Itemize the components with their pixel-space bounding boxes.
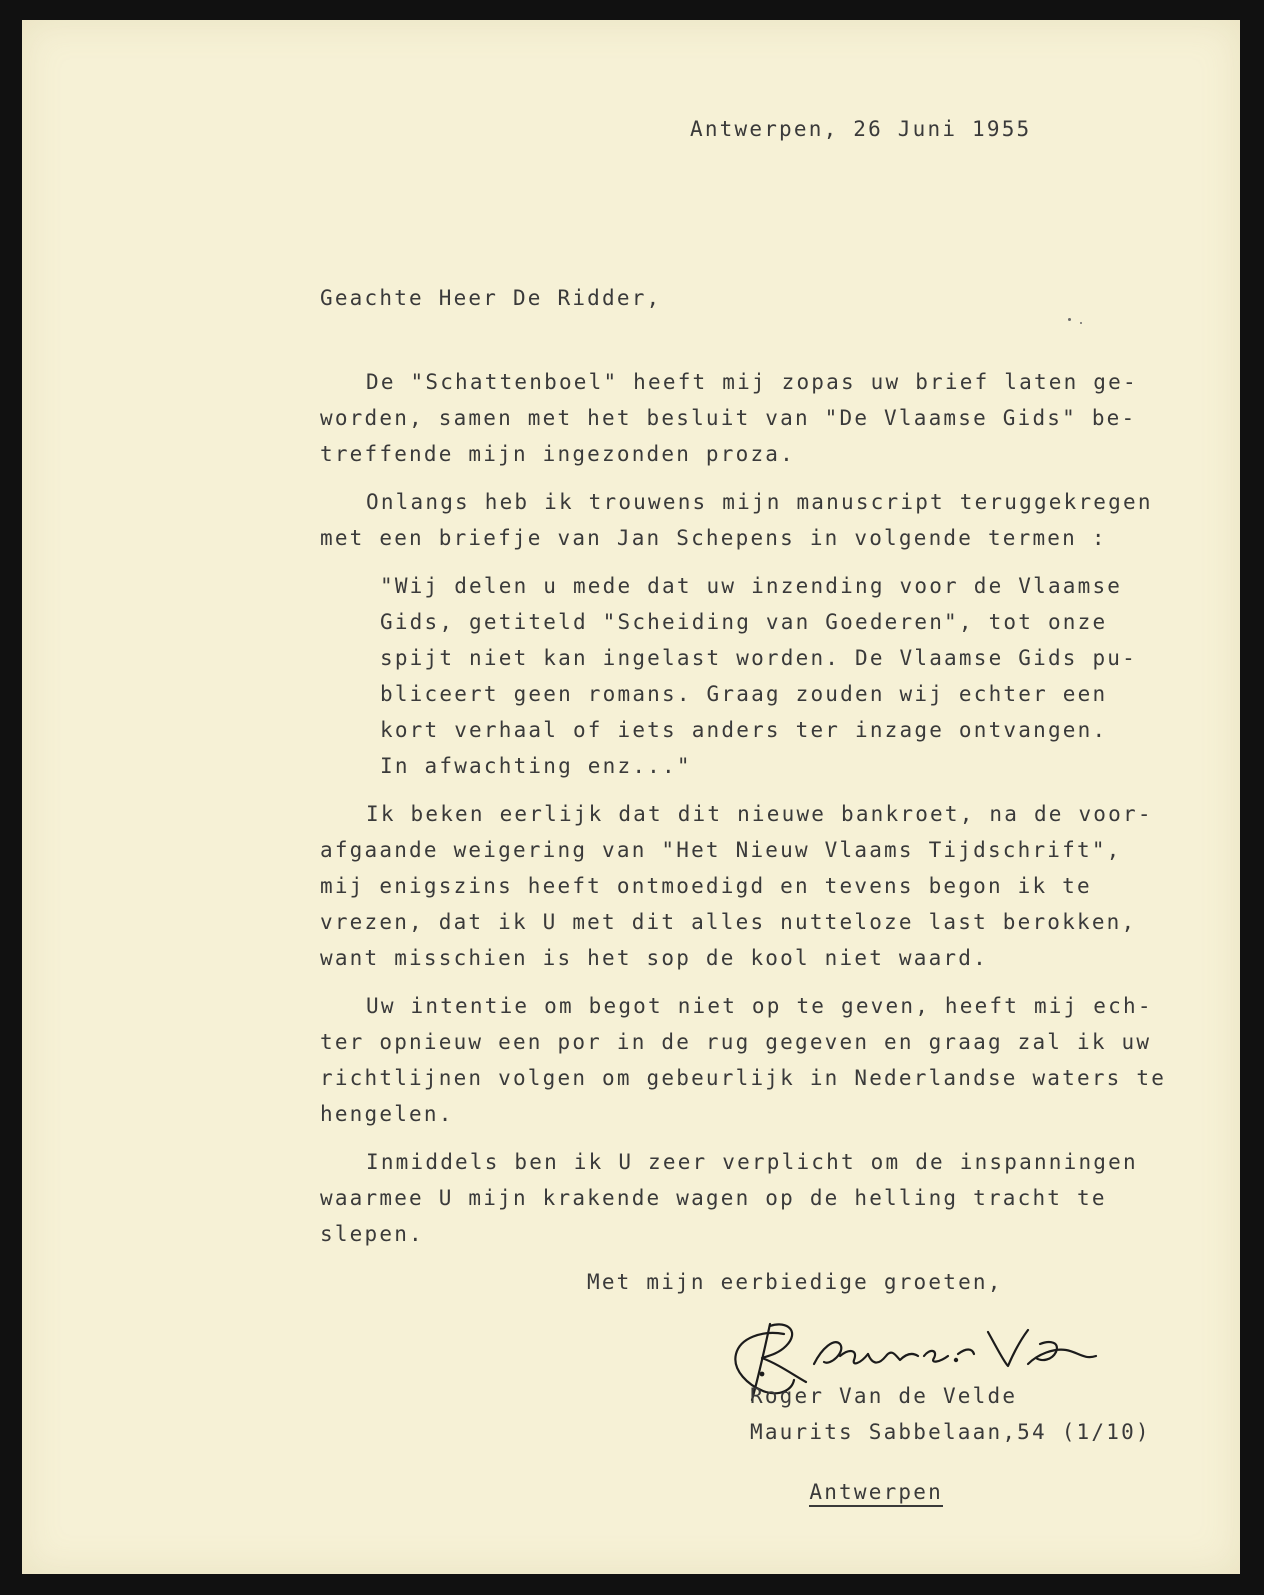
- quote-line: In afwachting enz...": [380, 754, 692, 778]
- quote-line: "Wij delen u mede dat uw inzending voor de Vlaamse: [380, 574, 1123, 598]
- paragraph2-line: Onlangs heb ik trouwens mijn manuscript teruggekregen: [366, 490, 1153, 514]
- paragraph1-line: worden, samen met het besluit van "De Vlaamse Gids" be-: [320, 406, 1137, 430]
- quote-line: bliceert geen romans. Graag zouden wij echter een: [380, 682, 1108, 706]
- quote-line: Gids, getiteld "Scheiding van Goederen", tot onze: [380, 610, 1108, 634]
- letter-sheet: [22, 20, 1240, 1574]
- quote-line: spijt niet kan ingelast worden. De Vlaamse Gids pu-: [380, 646, 1137, 670]
- salutation: Geachte Heer De Ridder,: [320, 286, 662, 310]
- paragraph3-line: mij enigszins heeft ontmoedigd en tevens begon ik te: [320, 874, 1092, 898]
- paper-speck: [1080, 322, 1082, 324]
- closing: Met mijn eerbiedige groeten,: [587, 1270, 1003, 1294]
- paragraph3-line: vrezen, dat ik U met dit alles nutteloze last berokken,: [320, 910, 1137, 934]
- paragraph4-line: Uw intentie om begot niet op te geven, heeft mij ech-: [366, 994, 1153, 1018]
- paragraph3-line: afgaande weigering van "Het Nieuw Vlaams Tijdschrift",: [320, 838, 1122, 862]
- paragraph1-line: treffende mijn ingezonden proza.: [320, 442, 795, 466]
- sender-city: Antwerpen: [809, 1480, 943, 1507]
- paragraph3-line: want misschien is het sop de kool niet waard.: [320, 946, 988, 970]
- paragraph5-line: Inmiddels ben ik U zeer verplicht om de inspanningen: [366, 1150, 1138, 1174]
- sender-street: Maurits Sabbelaan,54 (1/10): [750, 1420, 1151, 1444]
- paragraph2-line: met een briefje van Jan Schepens in volgende termen :: [320, 526, 1107, 550]
- paragraph3-line: Ik beken eerlijk dat dit nieuwe bankroet, na de voor-: [366, 802, 1153, 826]
- sender-name: Roger Van de Velde: [750, 1384, 1018, 1408]
- letter-date: Antwerpen, 26 Juni 1955: [690, 117, 1032, 141]
- paragraph1-line: De "Schattenboel" heeft mij zopas uw brief laten ge-: [366, 370, 1138, 394]
- sender-city-wrap: [750, 1456, 943, 1528]
- quote-line: kort verhaal of iets anders ter inzage ontvangen.: [380, 718, 1108, 742]
- paragraph4-line: hengelen.: [320, 1102, 454, 1126]
- paragraph4-line: richtlijnen volgen om gebeurlijk in Nederlandse waters te: [320, 1066, 1167, 1090]
- paragraph4-line: ter opnieuw een por in de rug gegeven en graag zal ik uw: [320, 1030, 1152, 1054]
- paper-speck: [1068, 318, 1071, 321]
- paragraph5-line: slepen.: [320, 1222, 424, 1246]
- paragraph5-line: waarmee U mijn krakende wagen op de helling tracht te: [320, 1186, 1107, 1210]
